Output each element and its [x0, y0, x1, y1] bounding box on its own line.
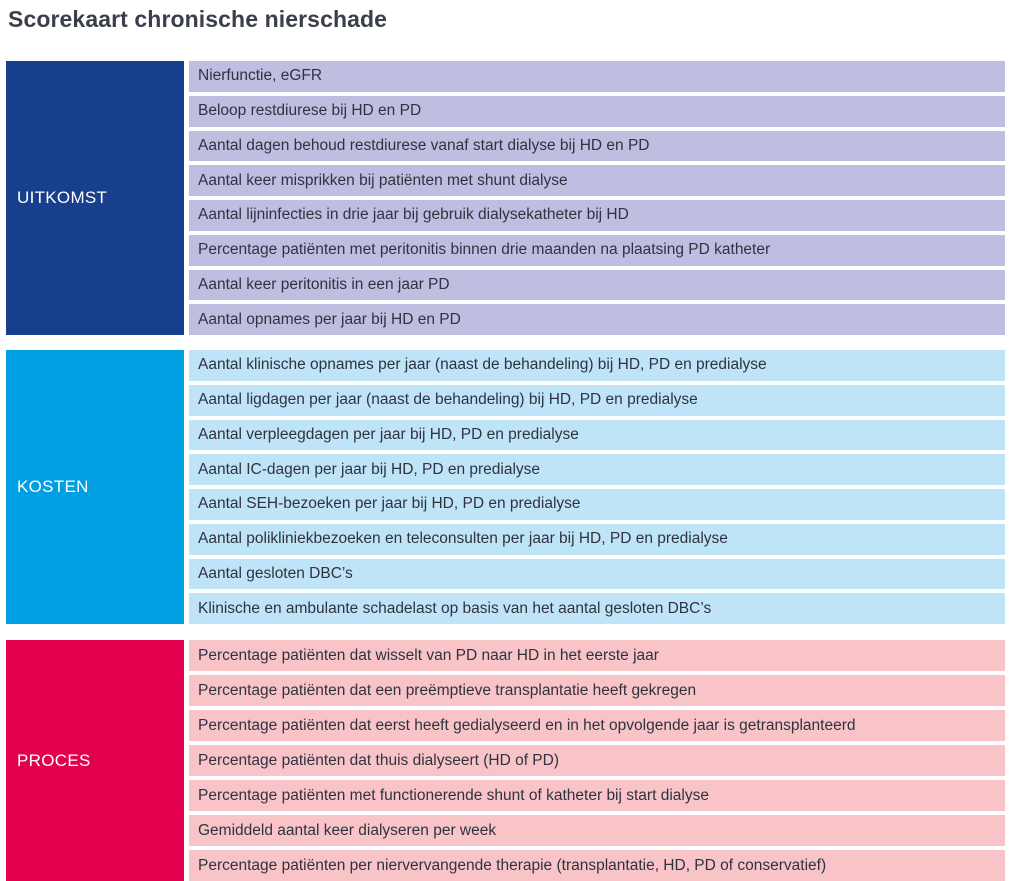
- scorecard-row: Percentage patiënten dat eerst heeft gedialyseerd en in het opvolgende jaar is getransplanteerd: [189, 710, 1005, 741]
- scorecard-row: Beloop restdiurese bij HD en PD: [189, 96, 1005, 127]
- section-rows-proces: [189, 640, 1005, 881]
- scorecard-row: Aantal klinische opnames per jaar (naast de behandeling) bij HD, PD en predialyse: [189, 350, 1005, 381]
- page-title: Scorekaart chronische nierschade: [8, 6, 388, 32]
- scorecard-row: Gemiddeld aantal keer dialyseren per week: [189, 815, 1005, 846]
- section-rows-kosten: [189, 350, 1005, 624]
- scorecard-row: Percentage patiënten met functionerende shunt of katheter bij start dialyse: [189, 780, 1005, 811]
- scorecard-row: Percentage patiënten dat wisselt van PD naar HD in het eerste jaar: [189, 640, 1005, 671]
- scorecard-row: Aantal polikliniekbezoeken en teleconsulten per jaar bij HD, PD en predialyse: [189, 524, 1005, 555]
- scorecard-row: Percentage patiënten dat een preëmptieve transplantatie heeft gekregen: [189, 675, 1005, 706]
- section-label-uitkomst: UITKOMST: [6, 61, 184, 335]
- section-uitkomst: [6, 61, 1005, 335]
- scorecard-row: Aantal keer peritonitis in een jaar PD: [189, 270, 1005, 301]
- scorecard-row: Nierfunctie, eGFR: [189, 61, 1005, 92]
- section-proces: [6, 640, 1005, 881]
- section-kosten: [6, 350, 1005, 624]
- scorecard-row: Klinische en ambulante schadelast op basis van het aantal gesloten DBC’s: [189, 593, 1005, 624]
- section-rows-uitkomst: [189, 61, 1005, 335]
- scorecard-row: Aantal dagen behoud restdiurese vanaf start dialyse bij HD en PD: [189, 131, 1005, 162]
- scorecard-row: Aantal keer misprikken bij patiënten met shunt dialyse: [189, 165, 1005, 196]
- scorecard-row: Percentage patiënten dat thuis dialyseert (HD of PD): [189, 745, 1005, 776]
- section-label-proces: PROCES: [6, 640, 184, 881]
- section-label-kosten: KOSTEN: [6, 350, 184, 624]
- scorecard-row: Aantal IC-dagen per jaar bij HD, PD en predialyse: [189, 454, 1005, 485]
- scorecard-row: Aantal SEH-bezoeken per jaar bij HD, PD en predialyse: [189, 489, 1005, 520]
- scorecard-row: Aantal verpleegdagen per jaar bij HD, PD en predialyse: [189, 420, 1005, 451]
- scorecard-row: Aantal opnames per jaar bij HD en PD: [189, 304, 1005, 335]
- scorecard-row: Aantal gesloten DBC’s: [189, 559, 1005, 590]
- scorecard-row: Aantal lijninfecties in drie jaar bij gebruik dialysekatheter bij HD: [189, 200, 1005, 231]
- scorecard-row: Aantal ligdagen per jaar (naast de behandeling) bij HD, PD en predialyse: [189, 385, 1005, 416]
- scorecard-row: Percentage patiënten met peritonitis binnen drie maanden na plaatsing PD katheter: [189, 235, 1005, 266]
- scorecard-row: Percentage patiënten per niervervangende therapie (transplantatie, HD, PD of conservatief): [189, 850, 1005, 881]
